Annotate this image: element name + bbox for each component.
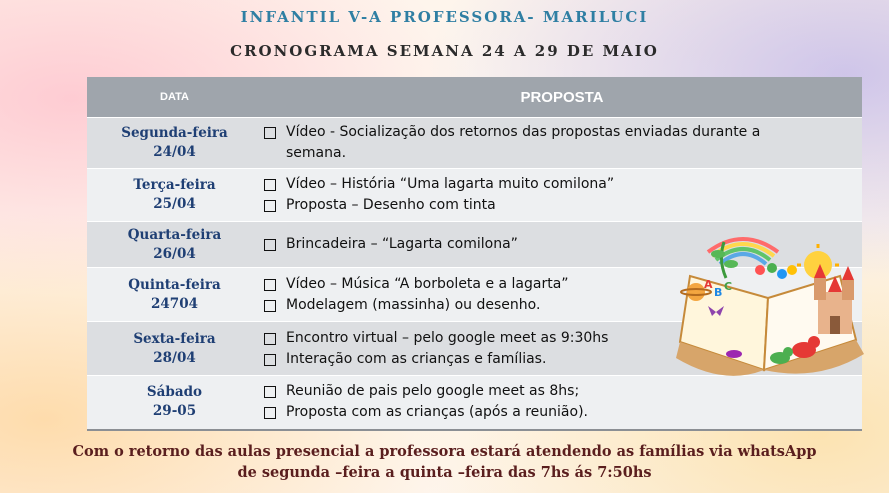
item-text: Interação com as crianças e famílias.: [286, 350, 547, 367]
checkbox-icon: [264, 200, 276, 212]
item-text: Proposta com as crianças (após a reunião).: [286, 404, 588, 421]
table-row: [87, 118, 862, 169]
footer-note: [20, 441, 869, 483]
date-cell: [87, 376, 262, 430]
date-label: 29-05: [152, 403, 197, 420]
date-cell: [87, 222, 262, 268]
checkbox-icon: [264, 354, 276, 366]
proposal-cell: [262, 118, 862, 169]
date-cell: [87, 322, 262, 376]
list-item: [262, 402, 862, 423]
item-text: Modelagem (massinha) ou desenho.: [286, 296, 541, 313]
item-text: Proposta – Desenho com tinta: [286, 197, 496, 213]
column-header-date: DATA: [87, 77, 262, 118]
table-row: [87, 169, 862, 222]
date-label: 25/04: [153, 196, 196, 212]
date-label: 24704: [151, 295, 198, 312]
date-label: 28/04: [153, 349, 196, 366]
footer-line-2: de segunda –feira a quinta –feira das 7hs ás 7:50hs: [237, 464, 652, 481]
svg-text:B: B: [714, 286, 723, 299]
weekday-label: Sexta-feira: [133, 330, 216, 347]
weekday-label: Quinta-feira: [128, 276, 221, 293]
checkbox-icon: [264, 407, 276, 419]
weekday-label: Quarta-feira: [127, 226, 222, 243]
item-text: Vídeo - Socialização dos retornos das propostas enviadas durante a semana.: [286, 124, 761, 161]
item-text: Vídeo – História “Uma lagarta muito comilona”: [286, 176, 615, 192]
checkbox-icon: [264, 179, 276, 191]
date-cell: [87, 268, 262, 322]
table-header-row: [87, 77, 862, 118]
storybook-illustration: [668, 230, 868, 385]
page-title: INFANTIL V-A PROFESSORA- MARILUCI: [240, 8, 649, 26]
date-cell: [87, 118, 262, 169]
weekday-label: Sábado: [146, 384, 203, 401]
date-cell: [87, 169, 262, 222]
list-item: [262, 122, 862, 164]
item-text: Reunião de pais pelo google meet as 8hs;: [286, 383, 580, 400]
date-label: 24/04: [153, 144, 196, 160]
svg-text:C: C: [724, 280, 733, 293]
item-text: Encontro virtual – pelo google meet as 9:30hs: [286, 329, 609, 346]
checkbox-icon: [264, 386, 276, 398]
column-header-proposal: PROPOSTA: [262, 77, 862, 118]
weekday-label: Terça-feira: [133, 177, 216, 193]
footer-line-1: Com o retorno das aulas presencial a professora estará atendendo as famílias via whatsApp: [72, 443, 817, 460]
weekday-label: Segunda-feira: [121, 125, 228, 141]
checkbox-icon: [264, 279, 276, 291]
proposal-cell: [262, 169, 862, 222]
item-text: Vídeo – Música “A borboleta e a lagarta”: [286, 275, 569, 292]
list-item: [262, 195, 862, 216]
checkbox-icon: [264, 333, 276, 345]
list-item: [262, 174, 862, 195]
item-text: Brincadeira – “Lagarta comilona”: [286, 236, 518, 252]
date-label: 26/04: [153, 245, 196, 262]
checkbox-icon: [264, 300, 276, 312]
checkbox-icon: [264, 239, 276, 251]
svg-text:A: A: [704, 278, 713, 291]
page-subtitle: CRONOGRAMA SEMANA 24 A 29 DE MAIO: [230, 42, 659, 60]
checkbox-icon: [264, 127, 276, 139]
